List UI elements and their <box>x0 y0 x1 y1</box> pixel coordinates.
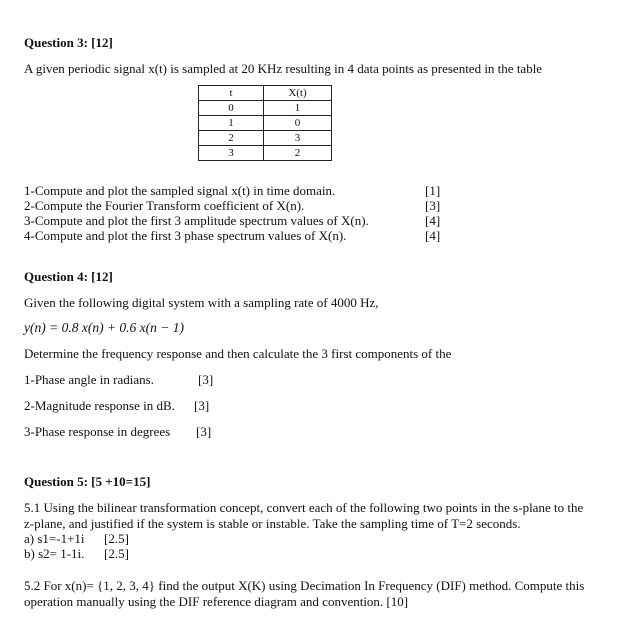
q5-item-a: a) s1=-1+1i <box>24 531 85 546</box>
q3-intro: A given periodic signal x(t) is sampled at 20 KHz resulting in 4 data points as presented in the table <box>24 61 543 76</box>
q4-equation: y(n) = 0.8 x(n) + 0.6 x(n − 1) <box>24 320 185 335</box>
q3-mark: [4] <box>425 213 441 228</box>
q3-task-list <box>24 183 369 243</box>
q4-item-mark: [3] <box>196 424 212 439</box>
table-row <box>199 116 332 131</box>
q4-item-text: 2-Magnitude response in dB. <box>24 398 175 413</box>
q3-mark: [4] <box>425 228 441 243</box>
q3-mark: [3] <box>425 198 441 213</box>
q3-mark-list <box>425 183 440 243</box>
q4-item-text: 3-Phase response in degrees <box>24 424 171 439</box>
table-row <box>199 146 332 161</box>
table-row <box>199 131 332 146</box>
table-row <box>199 101 332 116</box>
table-cell: 1 <box>199 116 264 131</box>
q5-item-b: b) s2= 1-1i. <box>24 546 85 561</box>
q4-intro: Given the following digital system with a sampling rate of 4000 Hz, <box>24 295 379 310</box>
q3-task: 2-Compute the Fourier Transform coefficient of X(n). <box>24 198 305 213</box>
table-cell: 2 <box>199 131 264 146</box>
table-header-xt: X(t) <box>264 86 332 101</box>
q3-task: 4-Compute and plot the first 3 phase spectrum values of X(n). <box>24 228 347 243</box>
q4-item-mark: [3] <box>198 372 214 387</box>
q4-item-text: 1-Phase angle in radians. <box>24 372 154 387</box>
table-cell: 0 <box>199 101 264 116</box>
q3-mark: [1] <box>425 183 441 198</box>
table-cell: 3 <box>264 131 332 146</box>
q3-heading: Question 3: [12] <box>24 35 113 50</box>
table-cell: 0 <box>264 116 332 131</box>
q4-determine: Determine the frequency response and then calculate the 3 first components of the <box>24 346 452 361</box>
table-cell: 1 <box>264 101 332 116</box>
q5-p1-line2: z-plane, and justified if the system is stable or instable. Take the sampling time of T=2 seconds. <box>24 516 521 531</box>
q5-item-b-mark: [2.5] <box>104 546 129 561</box>
q5-p1-line1: 5.1 Using the bilinear transformation concept, convert each of the following two points in the s-plane to the <box>24 500 584 515</box>
q5-item-a-mark: [2.5] <box>104 531 129 546</box>
table-cell: 2 <box>264 146 332 161</box>
q3-task: 3-Compute and plot the first 3 amplitude spectrum values of X(n). <box>24 213 369 228</box>
q5-heading: Question 5: [5 +10=15] <box>24 474 151 489</box>
q3-task: 1-Compute and plot the sampled signal x(t) in time domain. <box>24 183 336 198</box>
table-header-t: t <box>199 86 264 101</box>
q4-heading: Question 4: [12] <box>24 269 113 284</box>
data-table <box>198 85 332 161</box>
table-cell: 3 <box>199 146 264 161</box>
table-header-row <box>199 86 332 101</box>
q5-p2-line2: operation manually using the DIF reference diagram and convention. [10] <box>24 594 409 609</box>
q4-item-mark: [3] <box>194 398 210 413</box>
q5-p2-line1: 5.2 For x(n)= {1, 2, 3, 4} find the output X(K) using Decimation In Frequency (DIF) method. Compute this <box>24 578 585 593</box>
